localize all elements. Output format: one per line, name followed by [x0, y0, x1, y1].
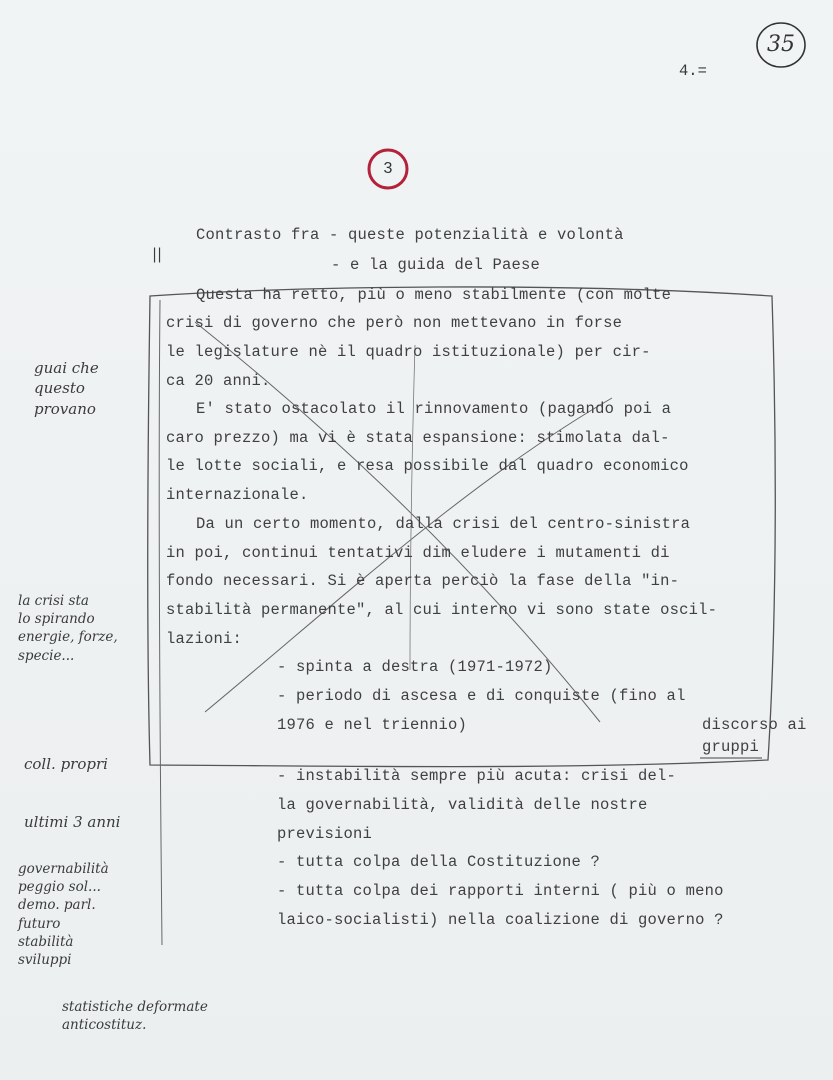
list-item: la governabilità, validità delle nostre: [277, 796, 648, 814]
list-item: - tutta colpa della Costituzione ?: [277, 853, 601, 871]
body-line: le lotte sociali, e resa possibile dal quadro economico: [166, 457, 689, 475]
list-item: - periodo di ascesa e di conquiste (fino al: [277, 687, 686, 705]
margin-note-5: governabilità peggio sol... demo. parl. futuro stabilità sviluppi: [18, 861, 109, 969]
boxed-note-line-2: gruppi: [702, 738, 760, 756]
body-line: le legislature nè il quadro istituzionale) per cir-: [166, 343, 651, 361]
body-line: ca 20 anni.: [166, 372, 271, 390]
body-line: caro prezzo) ma vi è stata espansione: stimolata dal-: [166, 429, 670, 447]
body-line: Questa ha retto, più o meno stabilmente (con molte: [196, 286, 672, 304]
body-line: Da un certo momento, dalla crisi del centro-sinistra: [196, 515, 691, 533]
body-line: in poi, continui tentativi dim eludere i mutamenti di: [166, 544, 670, 562]
margin-note-2: la crisi sta lo spirando energie, forze, specie...: [18, 593, 118, 664]
list-item: laico-socialisti) nella coalizione di governo ?: [277, 911, 724, 929]
margin-note-3: coll. propri: [24, 755, 108, 773]
list-item: 1976 e nel triennio): [277, 716, 468, 734]
body-line: lazioni:: [166, 630, 243, 648]
boxed-note-line-1: discorso ai: [702, 716, 807, 734]
title-line-1: Contrasto fra - queste potenzialità e volontà: [196, 226, 624, 244]
title-line-2: - e la guida del Paese: [331, 256, 541, 274]
side-mark: ||: [152, 245, 163, 263]
margin-note-6: statistiche deformate anticostituz.: [62, 999, 208, 1034]
list-item: previsioni: [277, 825, 373, 843]
cross-out-line-3: [410, 345, 415, 670]
body-line: E' stato ostacolato il rinnovamento (pagando poi a: [196, 400, 672, 418]
body-line: internazionale.: [166, 486, 309, 504]
page-number: 35: [767, 31, 795, 57]
margin-bracket-line: [159, 300, 162, 945]
body-line: fondo necessari. Si è aperta perciò la fase della "in-: [166, 572, 680, 590]
list-item: - instabilità sempre più acuta: crisi del-: [277, 767, 677, 785]
list-item: - spinta a destra (1971-1972): [277, 658, 553, 676]
list-item: - tutta colpa dei rapporti interni ( più o meno: [277, 882, 724, 900]
margin-note-4: ultimi 3 anni: [24, 813, 121, 831]
body-line: crisi di governo che però non mettevano in forse: [166, 314, 623, 332]
margin-note-1: guai che questo provano: [34, 359, 99, 418]
folio-number: 4.=: [679, 62, 707, 80]
section-number: 3: [383, 160, 393, 177]
body-line: stabilità permanente", al cui interno vi sono state oscil-: [166, 601, 718, 619]
